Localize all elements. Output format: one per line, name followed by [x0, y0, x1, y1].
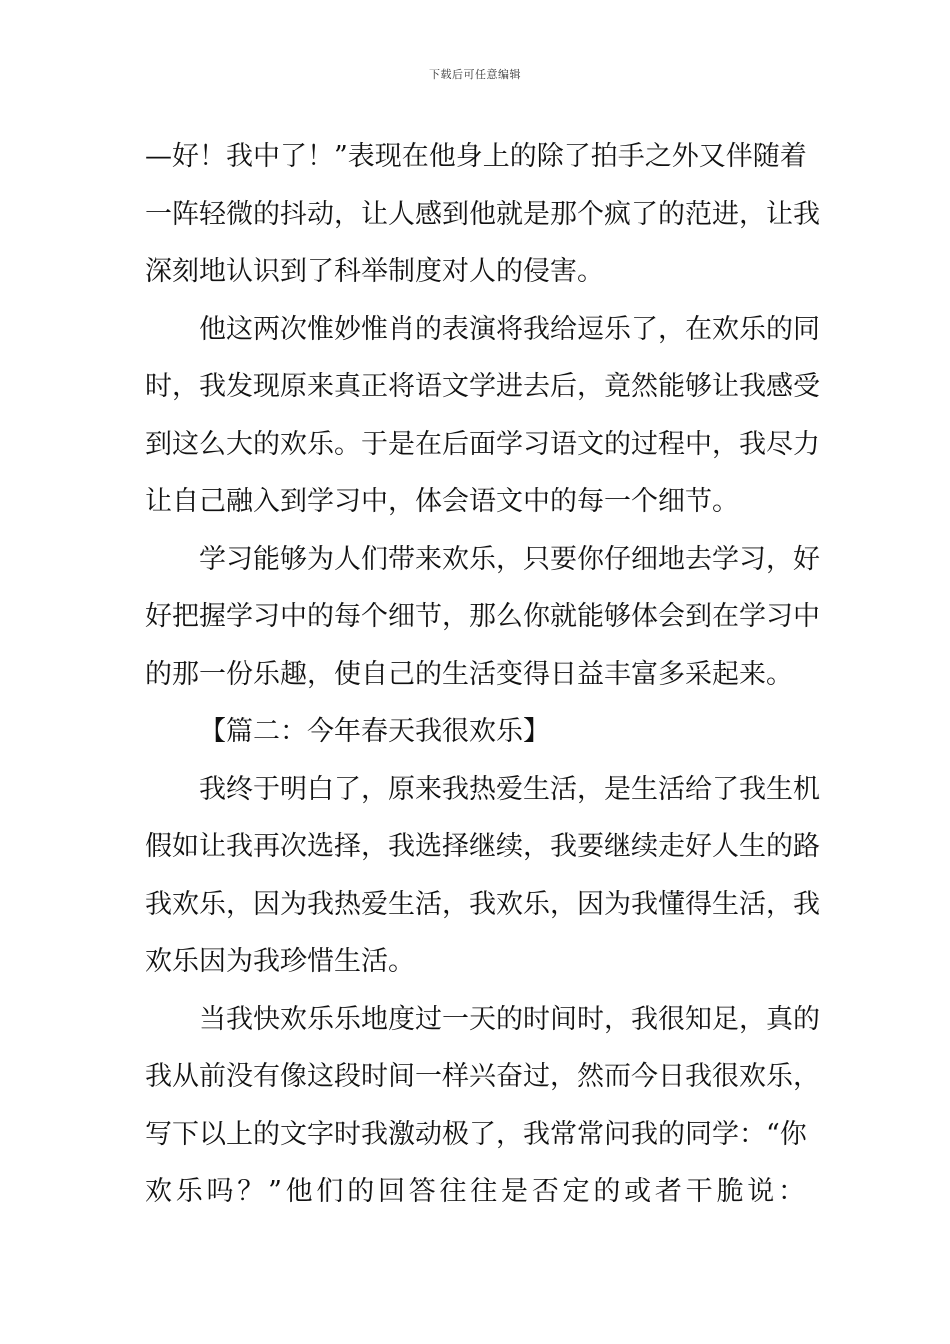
- text-line: 深刻地认识到了科举制度对人的侵害。: [145, 256, 604, 287]
- text-line: 我终于明白了，原来我热爱生活，是生活给了我生机: [199, 773, 820, 805]
- text-line: 他这两次惟妙惟肖的表演将我给逗乐了，在欢乐的同: [199, 313, 820, 345]
- text-line: —好！我中了！”表现在他身上的除了拍手之外又伴随着: [145, 141, 807, 172]
- text-line: 欢乐因为我珍惜生活。: [145, 946, 415, 977]
- text-line: 到这么大的欢乐。于是在后面学习语文的过程中，我尽力: [145, 428, 820, 460]
- text-line: 时，我发现原来真正将语文学进去后，竟然能够让我感受: [145, 371, 820, 402]
- section-heading: 【篇二：今年春天我很欢乐】: [199, 716, 550, 747]
- text-line: 写下以上的文字时我激动极了，我常常问我的同学：“你: [145, 1118, 807, 1150]
- page-header: 下载后可任意编辑: [429, 68, 521, 81]
- text-line: 让自己融入到学习中，体会语文中的每一个细节。: [145, 486, 739, 517]
- text-line: 好把握学习中的每个细节，那么你就能够体会到在学习中: [145, 601, 820, 632]
- text-line: 的那一份乐趣，使自己的生活变得日益丰富多采起来。: [145, 658, 793, 690]
- text-line: 欢乐吗？”他们的回答往往是否定的或者干脆说：: [145, 1176, 805, 1207]
- document-body: [145, 128, 820, 1221]
- text-line: 当我快欢乐乐地度过一天的时间时，我很知足，真的: [199, 1003, 820, 1035]
- text-line: 我欢乐，因为我热爱生活，我欢乐，因为我懂得生活，我: [145, 888, 820, 920]
- text-line: 一阵轻微的抖动，让人感到他就是那个疯了的范进，让我: [145, 198, 820, 230]
- text-line: 假如让我再次选择，我选择继续，我要继续走好人生的路: [145, 831, 820, 862]
- text-line: 我从前没有像这段时间一样兴奋过，然而今日我很欢乐，: [145, 1061, 820, 1092]
- text-line: 学习能够为人们带来欢乐，只要你仔细地去学习，好: [199, 543, 820, 575]
